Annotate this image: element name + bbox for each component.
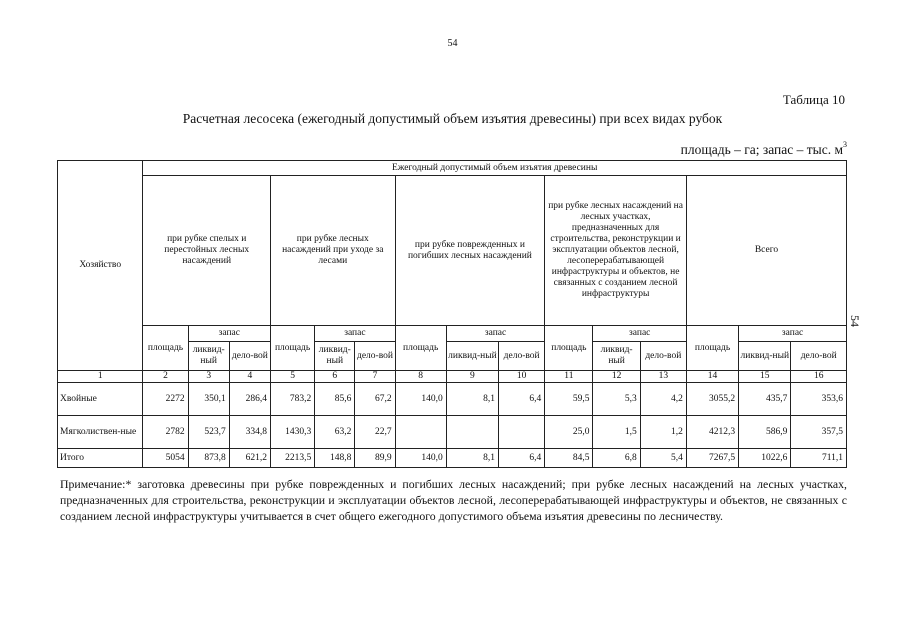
table-cell: 6,8 — [593, 449, 640, 468]
header-zapas: запас — [593, 326, 686, 342]
table-cell: 350,1 — [188, 383, 229, 416]
table-cell: 89,9 — [355, 449, 395, 468]
table-cell: 1,2 — [640, 416, 686, 449]
units-caption — [681, 142, 847, 158]
table-cell: 1430,3 — [270, 416, 314, 449]
table-cell: 1022,6 — [739, 449, 791, 468]
column-index-cell: 6 — [315, 371, 355, 383]
table-cell: 67,2 — [355, 383, 395, 416]
table-cell: 586,9 — [739, 416, 791, 449]
table-title: Расчетная лесосека (ежегодный допустимый объем изъятия древесины) при всех видах рубок — [182, 111, 723, 126]
row-farm-name: Итого — [58, 449, 143, 468]
column-index-cell: 8 — [395, 371, 446, 383]
column-index-cell: 14 — [686, 371, 738, 383]
header-group-mature: при рубке спелых и перестойных лесных насаждений — [143, 176, 271, 326]
table-cell: 8,1 — [446, 383, 498, 416]
header-area: площадь — [143, 326, 188, 371]
table-cell: 6,4 — [499, 449, 545, 468]
header-liquid: ликвид-ный — [739, 342, 791, 371]
row-farm-name: Мягколиствен-ные — [58, 416, 143, 449]
column-index-cell: 4 — [229, 371, 270, 383]
header-area: площадь — [395, 326, 446, 371]
table-cell: 621,2 — [229, 449, 270, 468]
table-cell: 6,4 — [499, 383, 545, 416]
table-cell: 148,8 — [315, 449, 355, 468]
column-index-cell: 11 — [545, 371, 593, 383]
table-cell — [395, 416, 446, 449]
table-cell: 4212,3 — [686, 416, 738, 449]
table-cell: 5054 — [143, 449, 188, 468]
column-index-cell: 10 — [499, 371, 545, 383]
table-row — [58, 449, 847, 468]
header-liquid: ликвид-ный — [315, 342, 355, 371]
table-cell — [446, 416, 498, 449]
table-cell: 711,1 — [791, 449, 847, 468]
header-area: площадь — [686, 326, 738, 371]
table-cell: 63,2 — [315, 416, 355, 449]
table-cell: 523,7 — [188, 416, 229, 449]
table-cell: 22,7 — [355, 416, 395, 449]
column-index-row — [58, 371, 847, 383]
table-cell: 2213,5 — [270, 449, 314, 468]
column-index-cell: 5 — [270, 371, 314, 383]
table-cell: 2782 — [143, 416, 188, 449]
header-zapas: запас — [739, 326, 847, 342]
column-index-cell: 2 — [143, 371, 188, 383]
header-group-care: при рубке лесных насаждений при уходе за лесами — [270, 176, 395, 326]
table-cell: 5,3 — [593, 383, 640, 416]
header-area: площадь — [545, 326, 593, 371]
table-label: Таблица 10 — [782, 92, 845, 107]
header-liquid: ликвид-ный — [446, 342, 498, 371]
table-row — [58, 383, 847, 416]
table-cell: 334,8 — [229, 416, 270, 449]
column-index-cell: 15 — [739, 371, 791, 383]
table-cell: 357,5 — [791, 416, 847, 449]
header-group-total: Всего — [686, 176, 846, 326]
header-farm: Хозяйство — [58, 161, 143, 371]
column-index-cell: 13 — [640, 371, 686, 383]
header-business: дело-вой — [791, 342, 847, 371]
table-cell: 8,1 — [446, 449, 498, 468]
table-cell: 85,6 — [315, 383, 355, 416]
column-index-cell: 9 — [446, 371, 498, 383]
table-cell: 435,7 — [739, 383, 791, 416]
header-business: дело-вой — [499, 342, 545, 371]
table-cell: 873,8 — [188, 449, 229, 468]
table-cell: 84,5 — [545, 449, 593, 468]
header-business: дело-вой — [355, 342, 395, 371]
header-liquid: ликвид-ный — [188, 342, 229, 371]
table-cell: 3055,2 — [686, 383, 738, 416]
side-page-number: 54 — [848, 315, 862, 327]
header-zapas: запас — [315, 326, 395, 342]
header-business: дело-вой — [229, 342, 270, 371]
table-cell: 286,4 — [229, 383, 270, 416]
table-cell: 5,4 — [640, 449, 686, 468]
table-cell: 2272 — [143, 383, 188, 416]
column-index-cell: 3 — [188, 371, 229, 383]
table-cell: 59,5 — [545, 383, 593, 416]
header-annual-volume: Ежегодный допустимый объем изъятия древесины — [143, 161, 847, 176]
column-index-cell: 1 — [58, 371, 143, 383]
table-cell: 353,6 — [791, 383, 847, 416]
table-cell: 25,0 — [545, 416, 593, 449]
row-farm-name: Хвойные — [58, 383, 143, 416]
header-group-infrastructure: при рубке лесных насаждений на лесных участках, предназначенных для строительства, реконструкции и эксплуатации объектов лесной, лесоперерабатывающей инфраструктуры и объектов, не связанных с созданием лесной инфраструктуры — [545, 176, 687, 326]
column-index-cell: 16 — [791, 371, 847, 383]
page-number: 54 — [447, 38, 458, 49]
header-liquid: ликвид-ный — [593, 342, 640, 371]
header-business: дело-вой — [640, 342, 686, 371]
table-cell: 1,5 — [593, 416, 640, 449]
table-cell: 140,0 — [395, 383, 446, 416]
logging-volume-table — [57, 160, 847, 468]
table-cell — [499, 416, 545, 449]
table-cell: 4,2 — [640, 383, 686, 416]
header-zapas: запас — [446, 326, 544, 342]
units-superscript: 3 — [843, 140, 847, 149]
header-zapas: запас — [188, 326, 270, 342]
table-cell: 140,0 — [395, 449, 446, 468]
table-cell: 783,2 — [270, 383, 314, 416]
table-note: Примечание:* заготовка древесины при рубке поврежденных и погибших лесных насаждений; при рубке лесных насаждений на лесных участках, предназначенных для строительства, реконструкции и эксплуатации объектов лесной, лесоперерабатывающей инфраструктуры и объектов, не связанных с созданием лесной инфраструктуры учитывается в счет общего ежегодного допустимого объема изъятия древесины по лесничеству. — [60, 477, 847, 523]
column-index-cell: 7 — [355, 371, 395, 383]
header-area: площадь — [270, 326, 314, 371]
column-index-cell: 12 — [593, 371, 640, 383]
table-cell: 7267,5 — [686, 449, 738, 468]
header-group-damaged: при рубке поврежденных и погибших лесных насаждений — [395, 176, 545, 326]
table-row — [58, 416, 847, 449]
units-text: площадь – га; запас – тыс. м — [680, 142, 843, 157]
